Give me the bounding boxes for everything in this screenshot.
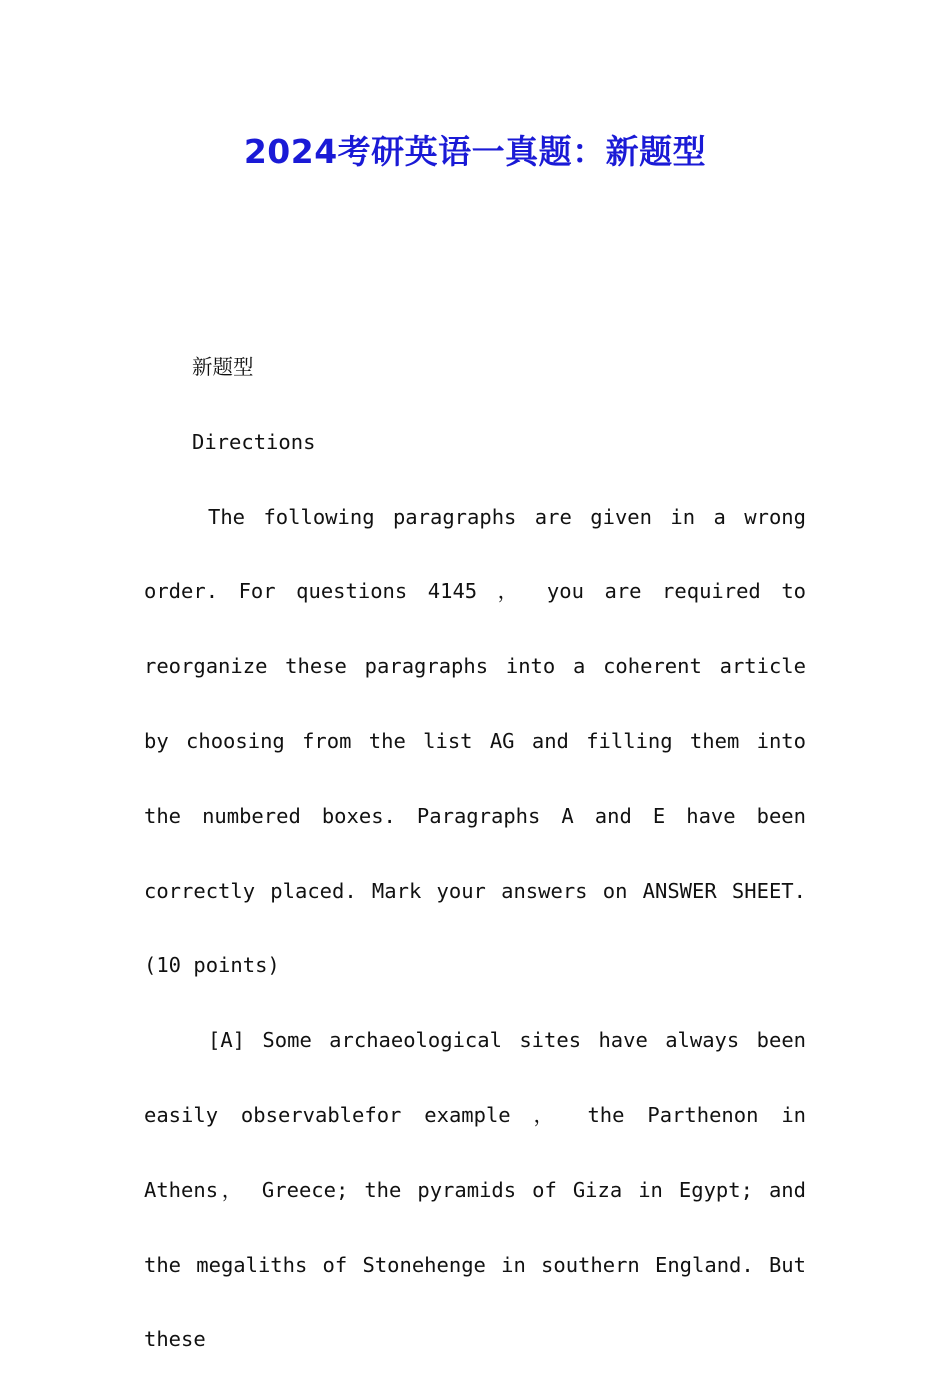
directions-paragraph: The following paragraphs are given in a wrong order. For questions 4145 ， you are required to reorganize these paragraphs into a coherent article by choosing from the list AG and filling them into the numbered boxes. Paragraphs A and E have been correctly placed. Mark your answers on ANSWER SHEET. (10 points) [144, 504, 806, 978]
document-body [144, 330, 806, 1377]
paragraph-a: [A] Some archaeological sites have always been easily observablefor example ， the Parthenon in Athens， Greece; the pyramids of Giza in Egypt; and the megaliths of Stonehenge in southern England. But these [144, 1028, 806, 1352]
directions-label: Directions [192, 429, 316, 454]
document-title: 2024考研英语一真题：新题型 [243, 132, 707, 171]
section-heading: 新题型 [192, 355, 254, 379]
